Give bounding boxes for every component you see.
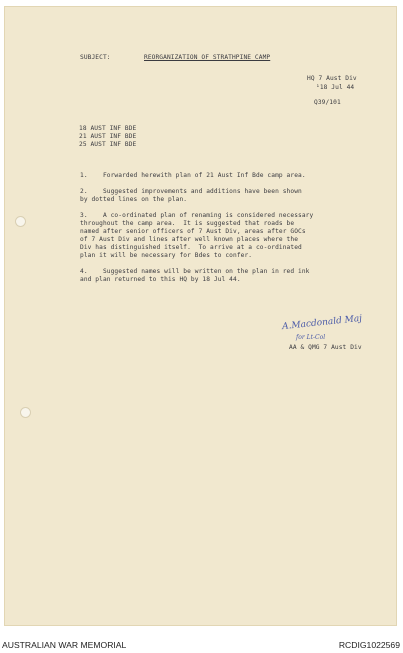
- handwritten-signature: A.Macdonald Maj: [281, 313, 363, 333]
- paragraph-2-line: 2. Suggested improvements and additions have been shown: [80, 188, 302, 195]
- addressee: 25 AUST INF BDE: [79, 141, 137, 148]
- paragraph-4-line: 4. Suggested names will be written on the plan in red ink: [80, 268, 310, 275]
- punch-hole: [15, 216, 26, 227]
- punch-hole: [20, 407, 31, 418]
- addressee: 21 AUST INF BDE: [79, 133, 137, 140]
- paragraph-3-line: of 7 Aust Div and lines after well known places where the: [80, 236, 299, 243]
- footer-bar: [0, 638, 403, 653]
- hq-line: HQ 7 Aust Div: [307, 75, 357, 82]
- paragraph-2-line: by dotted lines on the plan.: [80, 196, 188, 203]
- signature-unit: AA & QMG 7 Aust Div: [289, 344, 362, 351]
- addressee: 18 AUST INF BDE: [79, 125, 137, 132]
- paragraph-3-line: plan it will be necessary for Bdes to confer.: [80, 252, 253, 259]
- subject-label: SUBJECT:: [80, 54, 111, 61]
- paragraph-4-line: and plan returned to this HQ by 18 Jul 44.: [80, 276, 241, 283]
- paragraph-3-line: named after senior officers of 7 Aust Div, areas after GOCs: [80, 228, 306, 235]
- signature-for: for Lt-Col: [296, 334, 326, 341]
- footer-source: AUSTRALIAN WAR MEMORIAL: [2, 640, 127, 650]
- paragraph-1-line: 1. Forwarded herewith plan of 21 Aust Inf Bde camp area.: [80, 172, 306, 179]
- reference-number: Q39/101: [314, 99, 341, 106]
- paragraph-3-line: throughout the camp area. It is suggested that roads be: [80, 220, 295, 227]
- date-line: ¹18 Jul 44: [316, 84, 355, 91]
- footer-id: RCDIG1022569: [338, 640, 400, 650]
- subject-text: REORGANIZATION OF STRATHPINE CAMP: [144, 54, 271, 61]
- paragraph-3-line: Div has distinguished itself. To arrive at a co-ordinated: [80, 244, 302, 251]
- paragraph-3-line: 3. A co-ordinated plan of renaming is considered necessary: [80, 212, 314, 219]
